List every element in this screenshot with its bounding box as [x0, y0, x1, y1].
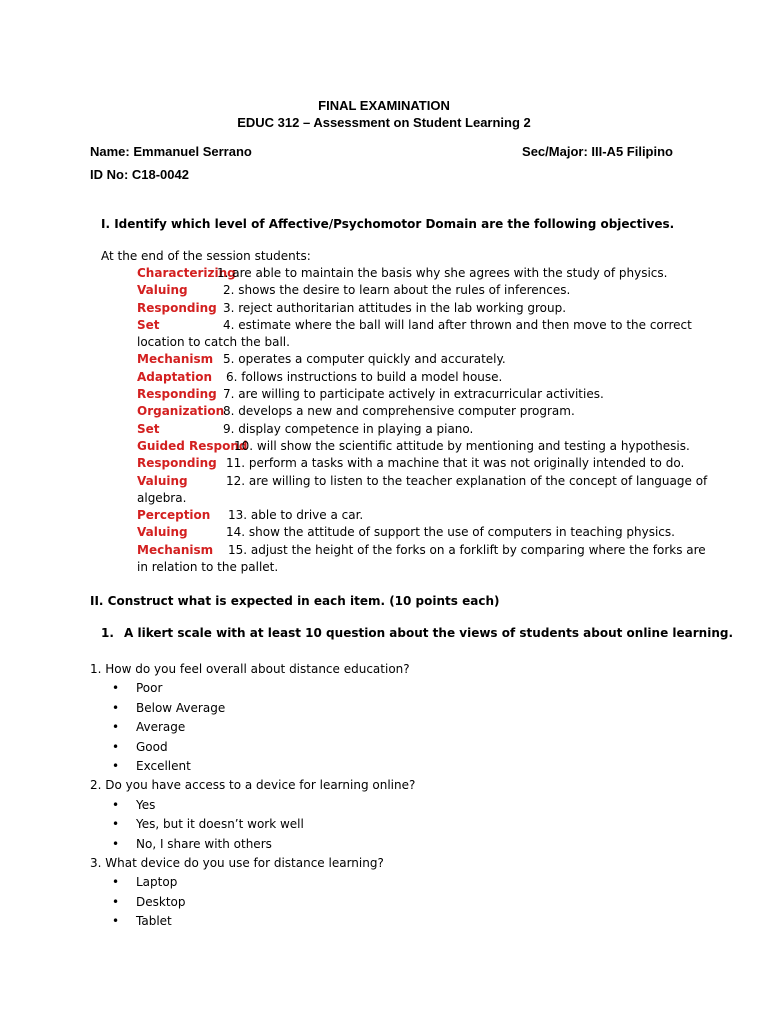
domain-level-answer: Mechanism: [137, 352, 214, 367]
answer-option: [112, 817, 304, 832]
domain-level-answer: Organization: [137, 404, 225, 419]
bullet-icon: •: [112, 894, 120, 909]
survey-question: 3. What device do you use for distance learning?: [90, 856, 384, 870]
objective-text: 5. operates a computer quickly and accurately.: [223, 352, 506, 367]
exam-title: FINAL EXAMINATION: [318, 98, 450, 113]
part1-intro: At the end of the session students:: [101, 249, 311, 263]
answer-option: [112, 797, 156, 812]
part1-heading: I. Identify which level of Affective/Psychomotor Domain are the following objectives.: [101, 217, 675, 231]
objective-text: 9. display competence in playing a piano.: [223, 421, 474, 436]
answer-option-label: Below Average: [136, 700, 226, 715]
survey-question: 2. Do you have access to a device for learning online?: [90, 778, 416, 793]
bullet-icon: •: [112, 739, 120, 754]
objective-item: [137, 317, 697, 334]
bullet-icon: •: [112, 914, 120, 929]
bullet-icon: •: [112, 681, 120, 696]
objective-text: 11. perform a tasks with a machine that it was not originally intended to do.: [226, 456, 685, 471]
task-number: 1.: [101, 626, 114, 640]
student-id: ID No: C18-0042: [90, 167, 189, 182]
domain-level-answer: Set: [137, 421, 160, 436]
domain-level-answer: Adaptation: [137, 369, 213, 384]
objective-item: [137, 265, 697, 282]
domain-level-answer: Set: [137, 317, 160, 332]
objective-item: [137, 351, 697, 368]
objective-text: 10. will show the scientific attitude by mentioning and testing a hypothesis.: [234, 438, 690, 453]
answer-option: [112, 875, 178, 890]
domain-level-answer: Valuing: [137, 473, 188, 488]
objective-text: 14. show the attitude of support the use of computers in teaching physics.: [226, 525, 675, 540]
answer-option: [112, 894, 186, 909]
answer-option: [112, 720, 186, 735]
domain-level-answer: Responding: [137, 387, 217, 402]
objective-item: [137, 282, 697, 299]
bullet-icon: •: [112, 797, 120, 812]
objective-text: 12. are willing to listen to the teacher explanation of the concept of language of: [226, 473, 708, 488]
objective-item: [137, 421, 697, 438]
part2-heading: II. Construct what is expected in each item. (10 points each): [90, 594, 500, 608]
objective-text: 6. follows instructions to build a model house.: [226, 369, 503, 384]
objective-text: 2. shows the desire to learn about the rules of inferences.: [223, 283, 571, 298]
objective-text: 3. reject authoritarian attitudes in the lab working group.: [223, 300, 567, 315]
answer-option: [112, 914, 172, 929]
domain-level-answer: Guided Respond: [137, 438, 248, 453]
bullet-icon: •: [112, 875, 120, 890]
objective-item: [137, 386, 697, 403]
student-name: Name: Emmanuel Serrano: [90, 144, 252, 159]
domain-level-answer: Responding: [137, 456, 217, 471]
objectives-list: [137, 265, 708, 576]
objective-text: 13. able to drive a car.: [228, 508, 364, 523]
objective-item: [137, 438, 697, 455]
answer-option: [112, 700, 226, 715]
objective-item: [137, 455, 697, 472]
objective-text-continued: algebra.: [137, 490, 187, 505]
objective-text-continued: in relation to the pallet.: [137, 560, 279, 575]
answer-option-label: Yes: [136, 797, 156, 812]
domain-level-answer: Mechanism: [137, 542, 214, 557]
answer-option-label: Good: [136, 739, 168, 754]
bullet-icon: •: [112, 759, 120, 773]
answer-option-label: No, I share with others: [136, 836, 272, 851]
answer-option: [112, 681, 163, 696]
answer-option-label: Tablet: [136, 914, 172, 929]
answer-option: [112, 739, 168, 754]
answer-option-label: Yes, but it doesn’t work well: [136, 817, 304, 832]
task-description: A likert scale with at least 10 question about the views of students about online learning.: [124, 626, 734, 640]
answer-option-label: Poor: [136, 681, 163, 696]
domain-level-answer: Valuing: [137, 283, 188, 298]
objective-text: 15. adjust the height of the forks on a forklift by comparing where the forks are: [228, 542, 706, 557]
survey-question: 1. How do you feel overall about distance education?: [90, 662, 410, 676]
objective-item: [137, 524, 697, 541]
domain-level-answer: Valuing: [137, 525, 188, 540]
answer-option-label: Average: [136, 720, 186, 735]
bullet-icon: •: [112, 700, 120, 715]
objective-text: 1. are able to maintain the basis why she agrees with the study of physics.: [217, 266, 668, 280]
domain-level-answer: Perception: [137, 508, 211, 523]
objective-text: 8. develops a new and comprehensive computer program.: [223, 404, 575, 419]
objective-text: 4. estimate where the ball will land after thrown and then move to the correct: [223, 317, 692, 332]
bullet-icon: •: [112, 720, 120, 735]
objective-item: [137, 300, 697, 317]
objective-text-continued: location to catch the ball.: [137, 335, 290, 350]
domain-level-answer: Characterizing: [137, 266, 236, 280]
objective-item: [137, 369, 697, 386]
objective-text: 7. are willing to participate actively in extracurricular activities.: [223, 387, 604, 402]
bullet-icon: •: [112, 836, 120, 851]
objective-item: [137, 403, 697, 420]
section-major: Sec/Major: III-A5 Filipino: [522, 144, 673, 159]
answer-option-label: Excellent: [136, 759, 191, 773]
bullet-icon: •: [112, 817, 120, 832]
answer-option-label: Desktop: [136, 894, 186, 909]
objective-item: [137, 507, 697, 524]
domain-level-answer: Responding: [137, 300, 217, 315]
answer-option-label: Laptop: [136, 875, 178, 890]
objective-item: [137, 473, 708, 490]
objective-item: [137, 542, 706, 559]
course-title: EDUC 312 – Assessment on Student Learning 2: [237, 115, 531, 130]
answer-option: [112, 836, 272, 851]
answer-option: [112, 759, 191, 773]
